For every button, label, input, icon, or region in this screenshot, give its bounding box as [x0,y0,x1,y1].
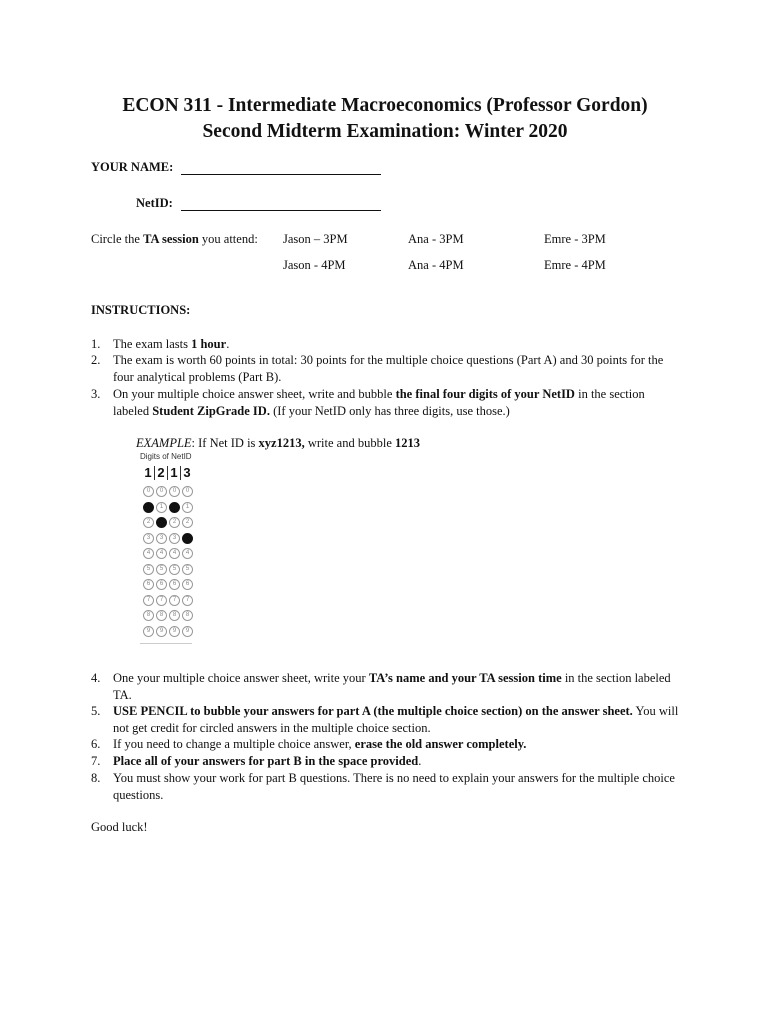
digit-bubble[interactable]: 3 [143,533,154,544]
digit-bubble[interactable]: 5 [156,564,167,575]
instruction-run: in the section labeled [113,387,645,418]
digit-bubble[interactable]: 9 [182,626,193,637]
digit-bubble[interactable]: 5 [143,564,154,575]
digit-bubble[interactable]: 3 [156,533,167,544]
instruction-run: the final four digits of your NetID [395,387,575,401]
digit-bubble[interactable]: 7 [169,595,180,606]
digit-separator [154,466,155,480]
written-digit: 1 [144,465,152,480]
instruction-text [113,336,683,353]
digit-bubble[interactable]: 1 [156,502,167,513]
digit-bubble[interactable]: 2 [182,517,193,528]
ta-session-option[interactable]: Emre - 3PM [544,232,606,246]
digit-bubble[interactable]: 3 [182,533,193,544]
name-blank[interactable] [181,174,381,175]
digit-bubble[interactable]: 6 [169,579,180,590]
instruction-run: You will not get credit for circled answers in the multiple choice section. [113,704,679,735]
exam-cover-page: ECON 311 - Intermediate Macroeconomics (Professor Gordon) Second Midterm Examination: Winter 2020 YOUR NAME: NetID: Circle the TA session you attend: Jason – 3PM Ana - 3PM Emre - 3PM Jason - 4PM Ana - 4PM Emre - 4PM INSTRUCTIONS: 1. The exam lasts 1 hour. 2. The exam is worth 60 points in total: 30 points for the multiple choice questions (Part A) and 30 points for the four analytical problems (Part B). 3. On your multiple choice answer sheet, write and bubble the final four digits of your NetID in the section labeled Student ZipGrade ID. (If your NetID only has three digits, use those.) EXAMPLE: If Net ID is xyz1213, write and bubble 1213 Digits of NetID 1 2 1 3 0 0 0 0 1 1 1 1 2 2 2 2 3 3 3 3 4 4 4 4 5 5 5 5 6 6 6 6 7 7 7 7 8 8 8 8 9 9 9 9 4. One your multiple choice answer sheet, write your TA’s name and your TA session time in the section labeled TA. 5. USE PENCIL to bubble your answers for part A (the multiple choice section) on the answer sheet. You will not get credit for circled answers in the multiple choice section. 6. If you need to change a multiple choice answer, erase the old answer completely. 7. Place all of your answers for part B in the space provided. 8. You must show your work for part B questions. There is no need to explain your answers for the multiple choice questions. Good luck! [0,0,770,1024]
digit-bubble[interactable]: 7 [182,595,193,606]
instruction-run: Place all of your answers for part B in the space provided [113,754,419,768]
digit-bubble[interactable]: 4 [182,548,193,559]
digit-bubble[interactable]: 0 [143,486,154,497]
ta-prompt: Circle the TA session you attend: [91,232,258,246]
digit-bubble[interactable]: 0 [182,486,193,497]
exam-subtitle: Second Midterm Examination: Winter 2020 [202,121,568,142]
netid-label: NetID: [136,196,173,210]
example-line: EXAMPLE: If Net ID is xyz1213, write and bubble 1213 [136,436,420,450]
digit-separator [167,466,168,480]
digit-bubble[interactable]: 4 [143,548,154,559]
instruction-run: (If your NetID only has three digits, use those.) [269,404,510,418]
written-digit: 1 [170,465,178,480]
instruction-text [113,703,683,737]
grid-header: Digits of NetID [140,452,192,461]
instruction-run: The exam lasts [113,337,192,351]
digit-bubble[interactable]: 2 [169,517,180,528]
instruction-run: . [226,337,230,351]
digit-bubble[interactable]: 3 [169,533,180,544]
grid-bottom-rule [140,643,192,644]
digit-bubble[interactable]: 6 [143,579,154,590]
written-digit: 2 [157,465,165,480]
instruction-text [113,352,683,386]
digit-bubble[interactable]: 4 [156,548,167,559]
instruction-run: One your multiple choice answer sheet, write your [113,671,369,685]
instruction-run: TA’s name and your TA session time [368,671,562,685]
digit-bubble[interactable]: 9 [156,626,167,637]
netid-bubble-grid [140,452,200,642]
digit-bubble[interactable]: 8 [156,610,167,621]
ta-session-option[interactable]: Jason - 4PM [283,258,346,272]
ta-session-option[interactable]: Emre - 4PM [544,258,606,272]
digit-bubble[interactable]: 6 [182,579,193,590]
ta-session-option[interactable]: Jason – 3PM [283,232,348,246]
instruction-run: . [418,754,422,768]
instruction-text [113,753,683,770]
instruction-run: 1 hour [191,337,227,351]
digit-bubble[interactable]: 9 [169,626,180,637]
instruction-run: On your multiple choice answer sheet, write and bubble [113,387,396,401]
instruction-run: The exam is worth 60 points in total: 30 points for the multiple choice questions (Part A) and 30 points for the four analytical problems (Part B). [113,353,664,384]
ta-session-option[interactable]: Ana - 4PM [408,258,464,272]
instruction-text [113,736,683,753]
closing-note: Good luck! [91,820,148,834]
instruction-run: If you need to change a multiple choice answer, [113,737,355,751]
written-digit: 3 [183,465,191,480]
exam-title: ECON 311 - Intermediate Macroeconomics (Professor Gordon) [122,95,648,116]
ta-session-option[interactable]: Ana - 3PM [408,232,464,246]
digit-bubble[interactable]: 2 [156,517,167,528]
instruction-run: erase the old answer completely. [354,737,527,751]
instruction-run: USE PENCIL to bubble your answers for part A (the multiple choice section) on the answer sheet. [113,704,633,718]
digit-bubble[interactable]: 5 [182,564,193,575]
name-label: YOUR NAME: [91,160,174,174]
digit-bubble[interactable]: 1 [182,502,193,513]
digit-bubble[interactable]: 1 [169,502,180,513]
digit-bubble[interactable]: 7 [156,595,167,606]
digit-bubble[interactable]: 7 [143,595,154,606]
netid-blank[interactable] [181,210,381,211]
digit-bubble[interactable]: 8 [143,610,154,621]
digit-bubble[interactable]: 8 [169,610,180,621]
digit-separator [180,466,181,480]
instruction-run: You must show your work for part B questions. There is no need to explain your answers for the multiple choice questions. [113,771,675,802]
digit-bubble[interactable]: 5 [169,564,180,575]
digit-bubble[interactable]: 4 [169,548,180,559]
digit-bubble[interactable]: 0 [156,486,167,497]
digit-bubble[interactable]: 1 [143,502,154,513]
digit-bubble[interactable]: 6 [156,579,167,590]
instruction-text [113,770,683,804]
instruction-run: Student ZipGrade ID. [152,404,270,418]
digit-bubble[interactable]: 0 [169,486,180,497]
digit-bubble[interactable]: 9 [143,626,154,637]
instruction-text [113,386,683,420]
instructions-heading: INSTRUCTIONS: [91,303,191,317]
digit-bubble[interactable]: 8 [182,610,193,621]
digit-bubble[interactable]: 2 [143,517,154,528]
instruction-run: in the section labeled TA. [113,671,671,702]
instruction-text [113,670,683,704]
